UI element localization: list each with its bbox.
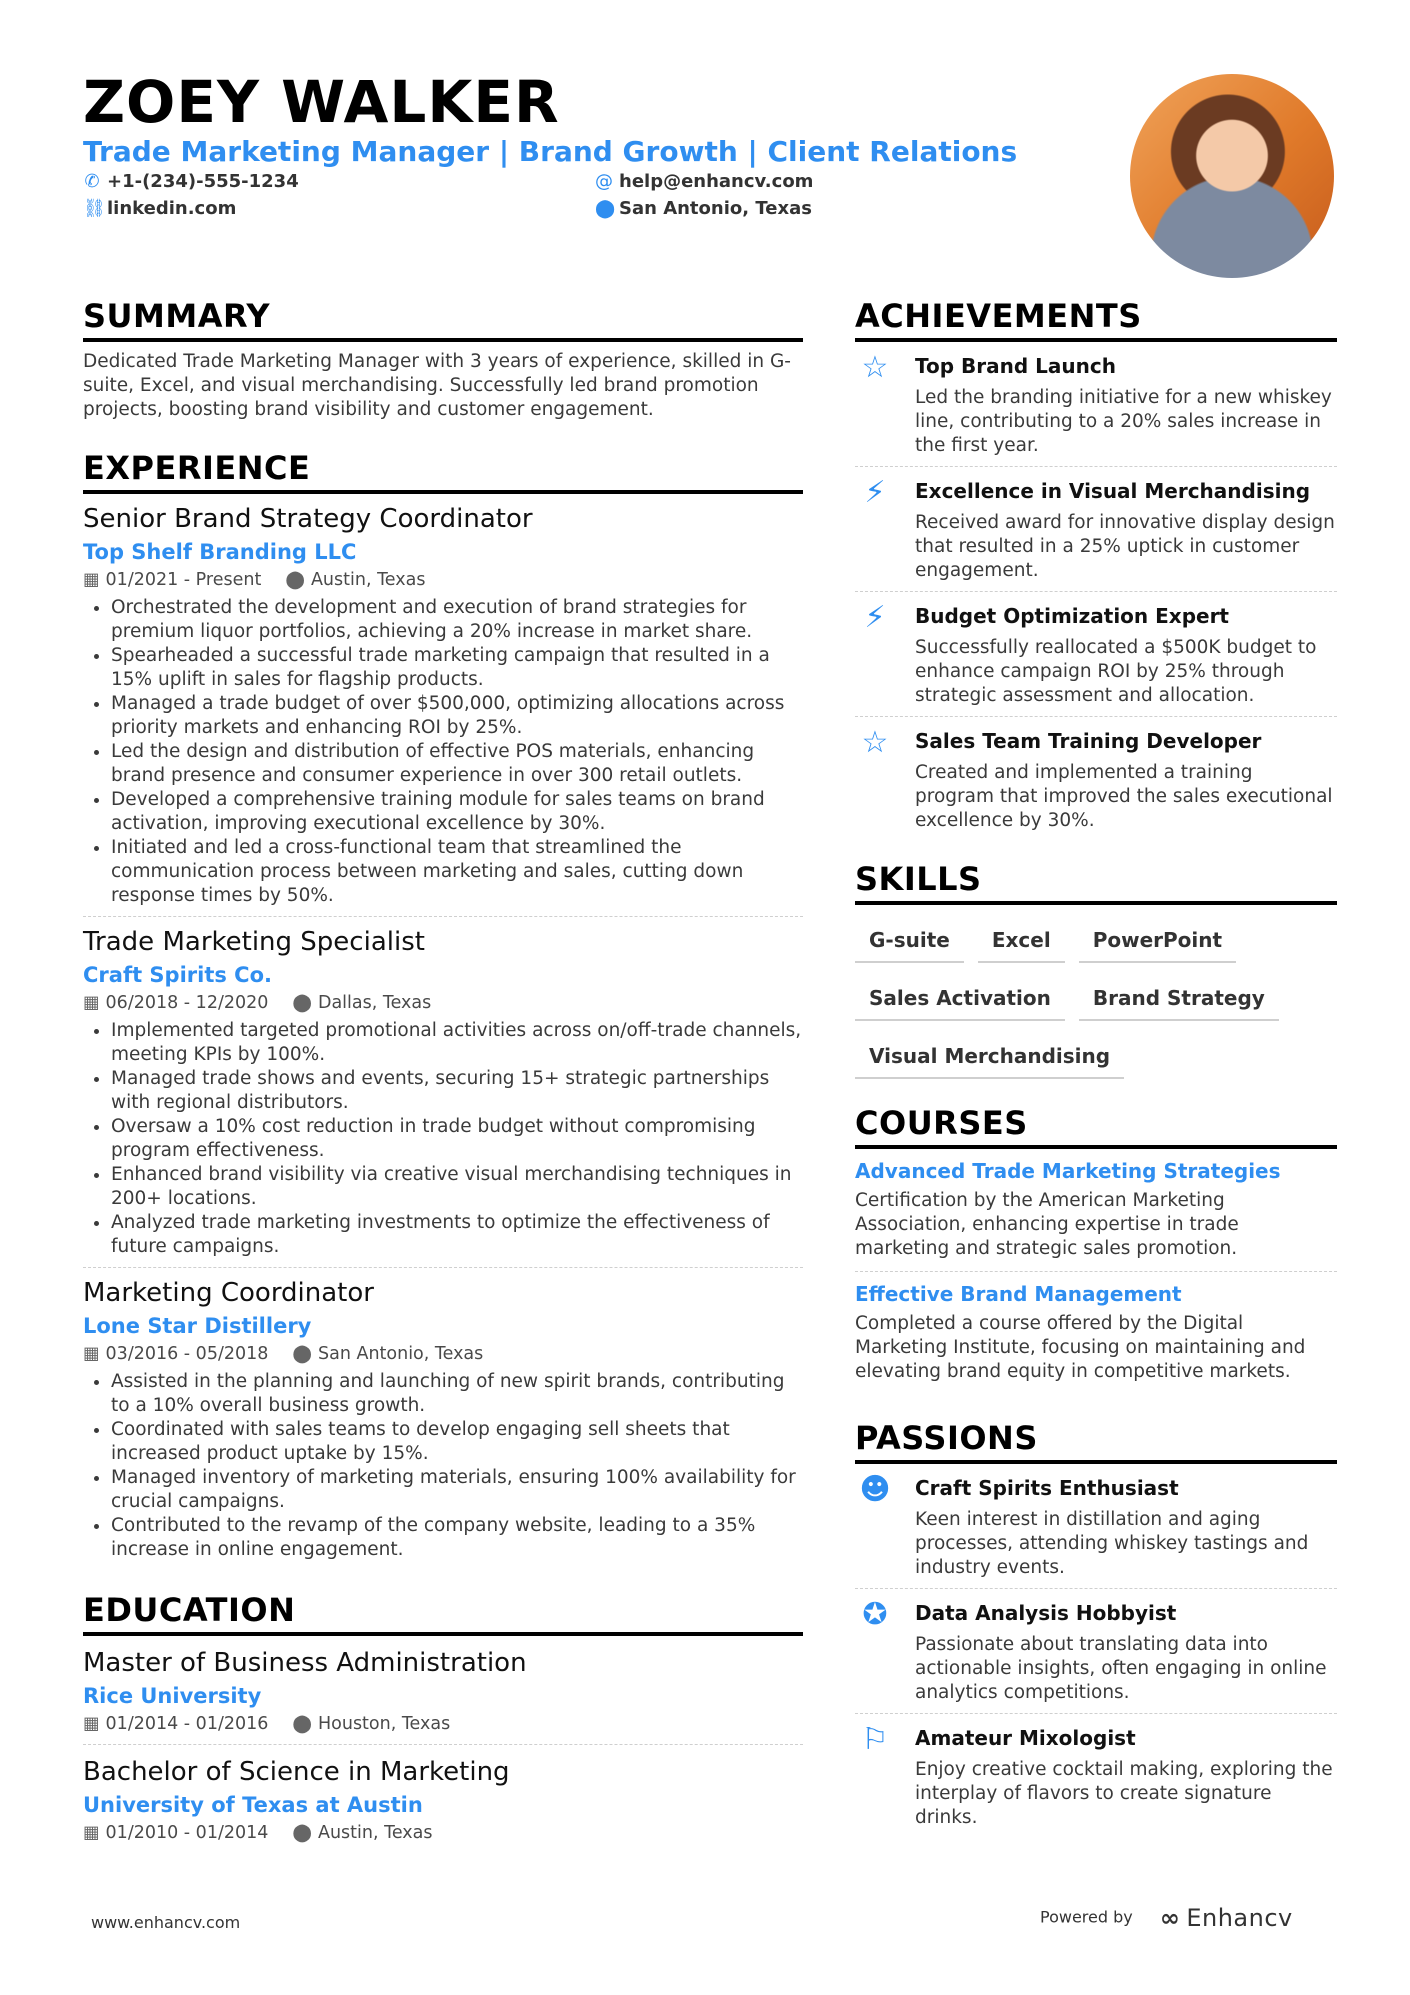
job-bullet: • Managed inventory of marketing materials, ensuring 100% availability for crucial campaigns. (111, 1466, 803, 1514)
job-location: Dallas, Texas (317, 993, 432, 1013)
job-location: San Antonio, Texas (317, 1344, 484, 1364)
achievement-title: Budget Optimization Expert (915, 604, 1229, 628)
calendar-icon: ▦ (83, 993, 100, 1013)
phone-icon: ✆ (84, 171, 100, 192)
candidate-name: ZOEY WALKER (83, 68, 560, 136)
contact-location (595, 197, 812, 221)
school: Rice University (83, 1684, 262, 1708)
job-bullet: • Initiated and led a cross-functional team that streamlined the communication process between marketing and sales, cutting down response times by 50%. (111, 836, 803, 908)
skill-chip: PowerPoint (1079, 919, 1236, 963)
passion-title: Amateur Mixologist (915, 1726, 1136, 1750)
passion-item (855, 1464, 1337, 1589)
linkedin-text[interactable]: linkedin.com (107, 198, 237, 219)
at-icon: @ (595, 171, 613, 192)
course-item (855, 1272, 1337, 1394)
job-bullet: • Implemented targeted promotional activities across on/off-trade channels, meeting KPIs by 100%. (111, 1019, 803, 1067)
job-bullets (83, 1370, 803, 1562)
summary-heading: SUMMARY (83, 296, 803, 342)
experience-item (83, 502, 803, 917)
flag-icon: ⚐ (861, 1722, 889, 1757)
experience-item (83, 1276, 803, 1570)
course-desc: Certification by the American Marketing Association, enhancing expertise in trade marketing and strategic sales promotion. (855, 1190, 1239, 1259)
degree: Bachelor of Science in Marketing (83, 1757, 510, 1787)
skills-list (855, 915, 1337, 1089)
star-icon: ☆ (861, 725, 889, 760)
candidate-title: Trade Marketing Manager | Brand Growth | Client Relations (83, 135, 1018, 168)
contact-phone (83, 170, 299, 194)
passion-desc: Enjoy creative cocktail making, exploring the interplay of flavors to create signature drinks. (915, 1759, 1333, 1828)
education-meta (83, 1712, 803, 1736)
job-meta (83, 568, 803, 592)
achievement-item (855, 717, 1337, 841)
achievement-title: Top Brand Launch (915, 354, 1116, 378)
degree: Master of Business Administration (83, 1648, 527, 1678)
passion-desc: Passionate about translating data into actionable insights, often engaging in online analytics competitions. (915, 1634, 1327, 1703)
job-bullet: • Coordinated with sales teams to develop engaging sell sheets that increased product uptake by 15%. (111, 1418, 803, 1466)
location-pin-icon: ⬤ (292, 1344, 312, 1364)
courses-heading: COURSES (855, 1103, 1337, 1149)
profile-photo (1130, 74, 1334, 278)
job-bullet: • Managed a trade budget of over $500,000, optimizing allocations across priority markets and enhancing ROI by 25%. (111, 692, 803, 740)
footer-powered (1040, 1904, 1293, 1932)
link-icon: ⛓ (83, 198, 106, 219)
passion-item (855, 1714, 1337, 1838)
magic-wand-icon: ⚡ (864, 475, 886, 510)
achievement-title: Sales Team Training Developer (915, 729, 1262, 753)
summary-text: Dedicated Trade Marketing Manager with 3 years of experience, skilled in G-suite, Excel, and visual merchandising. Successfully led brand promotion projects, boosting brand visibility and customer engagement. (83, 351, 791, 420)
magic-wand-icon: ⚡ (864, 600, 886, 635)
job-company: Lone Star Distillery (83, 1314, 312, 1338)
job-bullet: • Oversaw a 10% cost reduction in trade budget without compromising program effectiveness. (111, 1115, 803, 1163)
passion-item (855, 1589, 1337, 1714)
location-pin-icon: ⬤ (595, 198, 616, 219)
course-title: Advanced Trade Marketing Strategies (855, 1159, 1281, 1183)
achievement-desc: Created and implemented a training program that improved the sales executional excellence by 30%. (915, 762, 1333, 831)
job-company: Craft Spirits Co. (83, 963, 272, 987)
achievement-title: Excellence in Visual Merchandising (915, 479, 1311, 503)
achievement-desc: Successfully reallocated a $500K budget to enhance campaign ROI by 25% through strategic assessment and allocation. (915, 637, 1317, 706)
job-dates: 01/2021 - Present (105, 570, 262, 590)
left-column (83, 296, 803, 1853)
location-pin-icon: ⬤ (292, 1714, 312, 1734)
skill-chip: Visual Merchandising (855, 1035, 1124, 1079)
contact-linkedin[interactable] (83, 197, 236, 221)
skills-heading: SKILLS (855, 859, 1337, 905)
skill-chip: Excel (978, 919, 1065, 963)
job-role: Trade Marketing Specialist (83, 927, 425, 957)
achievement-item (855, 467, 1337, 592)
calendar-icon: ▦ (83, 1823, 100, 1843)
job-bullet: • Orchestrated the development and execution of brand strategies for premium liquor portfolios, achieving a 20% increase in market share. (111, 596, 803, 644)
job-bullet: • Spearheaded a successful trade marketing campaign that resulted in a 15% uplift in sales for flagship products. (111, 644, 803, 692)
enhancv-logo-icon: ∞ (1159, 1904, 1181, 1932)
location-pin-icon: ⬤ (285, 570, 305, 590)
job-bullets (83, 1019, 803, 1259)
skill-chip: G-suite (855, 919, 964, 963)
enhancv-logo[interactable] (1160, 1904, 1293, 1932)
location-text: San Antonio, Texas (619, 198, 812, 219)
job-role: Senior Brand Strategy Coordinator (83, 504, 533, 534)
job-bullet: • Developed a comprehensive training module for sales teams on brand activation, improving executional excellence by 30%. (111, 788, 803, 836)
achievement-item (855, 342, 1337, 467)
experience-heading: EXPERIENCE (83, 448, 803, 494)
calendar-icon: ▦ (83, 1344, 100, 1364)
education-meta (83, 1821, 803, 1845)
right-column (855, 296, 1337, 1838)
job-bullet: • Managed trade shows and events, securing 15+ strategic partnerships with regional distributors. (111, 1067, 803, 1115)
skill-chip: Sales Activation (855, 977, 1065, 1021)
job-meta (83, 1342, 803, 1366)
job-role: Marketing Coordinator (83, 1278, 374, 1308)
achievement-desc: Led the branding initiative for a new whiskey line, contributing to a 20% sales increase in the first year. (915, 387, 1332, 456)
job-bullet: • Analyzed trade marketing investments to optimize the effectiveness of future campaigns. (111, 1211, 803, 1259)
education-dates: 01/2010 - 01/2014 (105, 1823, 269, 1843)
course-title: Effective Brand Management (855, 1282, 1182, 1306)
location-pin-icon: ⬤ (292, 1823, 312, 1843)
education-dates: 01/2014 - 01/2016 (105, 1714, 269, 1734)
email-text[interactable]: help@enhancv.com (619, 171, 814, 192)
course-desc: Completed a course offered by the Digital Marketing Institute, focusing on maintaining and elevating brand equity in competitive markets. (855, 1313, 1306, 1382)
education-item (83, 1646, 803, 1745)
passions-heading: PASSIONS (855, 1418, 1337, 1464)
location-pin-icon: ⬤ (292, 993, 312, 1013)
job-bullet: • Contributed to the revamp of the company website, leading to a 35% increase in online engagement. (111, 1514, 803, 1562)
contact-email[interactable] (595, 170, 813, 194)
achievements-heading: ACHIEVEMENTS (855, 296, 1337, 342)
job-location: Austin, Texas (310, 570, 426, 590)
job-dates: 06/2018 - 12/2020 (105, 993, 269, 1013)
job-bullets (83, 596, 803, 908)
passion-title: Data Analysis Hobbyist (915, 1601, 1177, 1625)
job-bullet: • Led the design and distribution of effective POS materials, enhancing brand presence and consumer experience in over 300 retail outlets. (111, 740, 803, 788)
job-bullet: • Assisted in the planning and launching of new spirit brands, contributing to a 10% overall business growth. (111, 1370, 803, 1418)
calendar-icon: ▦ (83, 1714, 100, 1734)
skill-chip: Brand Strategy (1079, 977, 1279, 1021)
education-item (83, 1755, 803, 1853)
job-dates: 03/2016 - 05/2018 (105, 1344, 269, 1364)
achievement-item (855, 592, 1337, 717)
powered-by-text: Powered by (1040, 1907, 1133, 1927)
job-meta (83, 991, 803, 1015)
award-ribbon-icon: ✪ (862, 1597, 888, 1632)
enhancv-logo-text: Enhancv (1186, 1904, 1293, 1932)
passion-title: Craft Spirits Enthusiast (915, 1476, 1179, 1500)
star-icon: ☆ (861, 350, 889, 385)
education-heading: EDUCATION (83, 1590, 803, 1636)
education-location: Austin, Texas (317, 1823, 433, 1843)
passion-desc: Keen interest in distillation and aging processes, attending whiskey tastings and industry events. (915, 1509, 1309, 1578)
experience-item (83, 925, 803, 1268)
education-location: Houston, Texas (317, 1714, 451, 1734)
calendar-icon: ▦ (83, 570, 100, 590)
job-bullet: • Enhanced brand visibility via creative visual merchandising techniques in 200+ locations. (111, 1163, 803, 1211)
footer-website[interactable]: www.enhancv.com (91, 1913, 241, 1932)
job-company: Top Shelf Branding LLC (83, 540, 357, 564)
course-item (855, 1149, 1337, 1272)
school: University of Texas at Austin (83, 1793, 423, 1817)
head-icon: ☻ (859, 1472, 891, 1507)
phone-text: +1-(234)-555-1234 (107, 171, 299, 192)
achievement-desc: Received award for innovative display design that resulted in a 25% uptick in customer engagement. (915, 512, 1335, 581)
